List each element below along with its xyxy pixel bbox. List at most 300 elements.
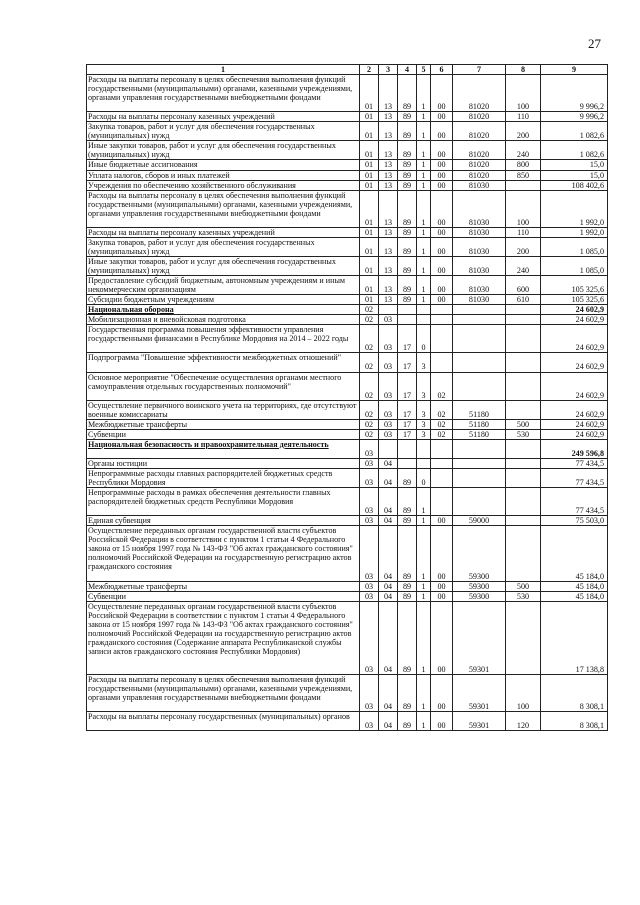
direction-code: 59301 bbox=[453, 601, 506, 674]
table-row bbox=[87, 75, 608, 112]
direction-code bbox=[453, 372, 506, 400]
table-row bbox=[87, 516, 608, 526]
expense-type-code bbox=[506, 400, 541, 419]
table-row bbox=[87, 325, 608, 353]
subsection-code: 04 bbox=[379, 581, 398, 591]
expense-type-code: 500 bbox=[506, 419, 541, 429]
amount-value: 9 996,2 bbox=[541, 112, 608, 122]
event-code: 00 bbox=[431, 75, 453, 112]
expense-type-code bbox=[506, 372, 541, 400]
table-row bbox=[87, 256, 608, 275]
event-code bbox=[431, 305, 453, 315]
expense-type-code bbox=[506, 180, 541, 190]
subsection-code: 13 bbox=[379, 295, 398, 305]
direction-code: 81020 bbox=[453, 112, 506, 122]
event-code: 00 bbox=[431, 160, 453, 170]
row-name: Национальная оборона bbox=[87, 305, 360, 315]
direction-code bbox=[453, 439, 506, 458]
program-code: 89 bbox=[398, 237, 417, 256]
subprogram-code: 1 bbox=[417, 295, 431, 305]
program-code: 17 bbox=[398, 429, 417, 439]
program-code bbox=[398, 305, 417, 315]
amount-value: 108 402,6 bbox=[541, 180, 608, 190]
amount-value: 45 184,0 bbox=[541, 581, 608, 591]
table-row bbox=[87, 601, 608, 674]
direction-code: 81030 bbox=[453, 237, 506, 256]
row-name: Межбюджетные трансферты bbox=[87, 419, 360, 429]
table-row bbox=[87, 400, 608, 419]
table-row bbox=[87, 160, 608, 170]
section-code: 03 bbox=[360, 591, 379, 601]
expense-type-code bbox=[506, 468, 541, 487]
subprogram-code: 1 bbox=[417, 170, 431, 180]
row-name: Субсидии бюджетным учреждениям bbox=[87, 295, 360, 305]
expense-type-code: 600 bbox=[506, 276, 541, 295]
subsection-code: 03 bbox=[379, 400, 398, 419]
table-row bbox=[87, 295, 608, 305]
row-name: Расходы на выплаты персоналу в целях обеспечения выполнения функций государственными (муниципальными) органами, казенными учреждениями, органами управления государственными внебюджетными фондами bbox=[87, 675, 360, 712]
expense-type-code: 110 bbox=[506, 112, 541, 122]
amount-value: 17 138,8 bbox=[541, 601, 608, 674]
row-name: Иные бюджетные ассигнования bbox=[87, 160, 360, 170]
event-code: 00 bbox=[431, 712, 453, 731]
program-code: 17 bbox=[398, 400, 417, 419]
expense-type-code: 610 bbox=[506, 295, 541, 305]
section-code: 01 bbox=[360, 75, 379, 112]
row-name: Расходы на выплаты персоналу в целях обеспечения выполнения функций государственными (муниципальными) органами, казенными учреждениями, органами управления государственными внебюджетными фондами bbox=[87, 190, 360, 227]
section-code: 01 bbox=[360, 180, 379, 190]
subprogram-code: 3 bbox=[417, 372, 431, 400]
amount-value: 1 085,0 bbox=[541, 256, 608, 275]
program-code: 89 bbox=[398, 227, 417, 237]
expense-type-code: 500 bbox=[506, 581, 541, 591]
direction-code: 81030 bbox=[453, 276, 506, 295]
expense-type-code: 110 bbox=[506, 227, 541, 237]
table-row bbox=[87, 419, 608, 429]
amount-value: 1 082,6 bbox=[541, 122, 608, 141]
expense-type-code: 800 bbox=[506, 160, 541, 170]
table-row bbox=[87, 429, 608, 439]
section-code: 01 bbox=[360, 227, 379, 237]
program-code: 89 bbox=[398, 160, 417, 170]
expense-type-code bbox=[506, 315, 541, 325]
amount-value: 24 602,9 bbox=[541, 315, 608, 325]
subsection-code: 13 bbox=[379, 170, 398, 180]
table-row bbox=[87, 353, 608, 372]
section-code: 02 bbox=[360, 400, 379, 419]
column-header: 1 bbox=[87, 65, 360, 75]
section-code: 03 bbox=[360, 468, 379, 487]
column-header: 4 bbox=[398, 65, 417, 75]
program-code: 89 bbox=[398, 141, 417, 160]
row-name: Предоставление субсидий бюджетным, автономным учреждениям и иным некоммерческим организациям bbox=[87, 276, 360, 295]
table-row bbox=[87, 227, 608, 237]
event-code bbox=[431, 488, 453, 516]
event-code bbox=[431, 439, 453, 458]
amount-value: 24 602,9 bbox=[541, 419, 608, 429]
expense-type-code bbox=[506, 526, 541, 581]
subsection-code bbox=[379, 305, 398, 315]
direction-code: 59300 bbox=[453, 591, 506, 601]
subsection-code: 13 bbox=[379, 75, 398, 112]
subsection-code: 04 bbox=[379, 591, 398, 601]
subprogram-code: 1 bbox=[417, 581, 431, 591]
expense-type-code: 100 bbox=[506, 75, 541, 112]
table-row bbox=[87, 372, 608, 400]
section-code: 01 bbox=[360, 190, 379, 227]
section-code: 01 bbox=[360, 112, 379, 122]
program-code: 89 bbox=[398, 581, 417, 591]
row-name: Иные закупки товаров, работ и услуг для обеспечения государственных (муниципальных) нужд bbox=[87, 256, 360, 275]
expense-type-code: 200 bbox=[506, 237, 541, 256]
table-row bbox=[87, 468, 608, 487]
section-code: 01 bbox=[360, 295, 379, 305]
table-row bbox=[87, 180, 608, 190]
amount-value: 8 308,1 bbox=[541, 675, 608, 712]
amount-value: 45 184,0 bbox=[541, 591, 608, 601]
row-name: Закупка товаров, работ и услуг для обеспечения государственных (муниципальных) нужд bbox=[87, 237, 360, 256]
program-code: 89 bbox=[398, 675, 417, 712]
table-row bbox=[87, 712, 608, 731]
subsection-code: 04 bbox=[379, 488, 398, 516]
program-code: 89 bbox=[398, 488, 417, 516]
subprogram-code: 3 bbox=[417, 353, 431, 372]
subsection-code: 04 bbox=[379, 458, 398, 468]
amount-value: 1 992,0 bbox=[541, 190, 608, 227]
event-code: 02 bbox=[431, 400, 453, 419]
direction-code: 81020 bbox=[453, 160, 506, 170]
amount-value: 24 602,9 bbox=[541, 325, 608, 353]
table-row bbox=[87, 526, 608, 581]
expense-type-code bbox=[506, 601, 541, 674]
direction-code: 51180 bbox=[453, 419, 506, 429]
subsection-code: 03 bbox=[379, 353, 398, 372]
section-code: 03 bbox=[360, 675, 379, 712]
table-row bbox=[87, 237, 608, 256]
expense-type-code: 120 bbox=[506, 712, 541, 731]
subsection-code: 13 bbox=[379, 180, 398, 190]
amount-value: 77 434,5 bbox=[541, 458, 608, 468]
program-code: 89 bbox=[398, 295, 417, 305]
program-code bbox=[398, 439, 417, 458]
program-code: 17 bbox=[398, 353, 417, 372]
section-code: 03 bbox=[360, 439, 379, 458]
program-code: 89 bbox=[398, 256, 417, 275]
program-code bbox=[398, 315, 417, 325]
direction-code: 59000 bbox=[453, 516, 506, 526]
row-name: Единая субвенция bbox=[87, 516, 360, 526]
row-name: Органы юстиции bbox=[87, 458, 360, 468]
amount-value: 24 602,9 bbox=[541, 429, 608, 439]
section-code: 03 bbox=[360, 458, 379, 468]
row-name: Осуществление переданных органам государственной власти субъектов Российской Федерации в соответствии с пунктом 1 статьи 4 Федерального закона от 15 ноября 1997 года № 143-ФЗ "Об актах гражданского состояния" полномочий Российской Федерации на государственную регистрацию актов гражданского состояния bbox=[87, 526, 360, 581]
section-code: 01 bbox=[360, 141, 379, 160]
amount-value: 45 184,0 bbox=[541, 526, 608, 581]
section-code: 01 bbox=[360, 160, 379, 170]
page-number: 27 bbox=[588, 36, 601, 51]
expense-type-code: 240 bbox=[506, 141, 541, 160]
subsection-code: 13 bbox=[379, 122, 398, 141]
expense-type-code: 100 bbox=[506, 675, 541, 712]
section-code: 01 bbox=[360, 122, 379, 141]
expense-type-code bbox=[506, 325, 541, 353]
direction-code bbox=[453, 305, 506, 315]
amount-value: 24 602,9 bbox=[541, 372, 608, 400]
column-header: 3 bbox=[379, 65, 398, 75]
expense-type-code bbox=[506, 305, 541, 315]
subsection-code: 04 bbox=[379, 675, 398, 712]
event-code: 00 bbox=[431, 591, 453, 601]
subsection-code: 03 bbox=[379, 429, 398, 439]
row-name: Субвенции bbox=[87, 591, 360, 601]
subsection-code: 04 bbox=[379, 601, 398, 674]
direction-code bbox=[453, 458, 506, 468]
subprogram-code: 1 bbox=[417, 276, 431, 295]
program-code: 89 bbox=[398, 180, 417, 190]
direction-code bbox=[453, 325, 506, 353]
table-row bbox=[87, 112, 608, 122]
table-row bbox=[87, 458, 608, 468]
event-code: 00 bbox=[431, 237, 453, 256]
subprogram-code: 1 bbox=[417, 526, 431, 581]
amount-value: 15,0 bbox=[541, 170, 608, 180]
program-code: 89 bbox=[398, 591, 417, 601]
subprogram-code bbox=[417, 305, 431, 315]
event-code: 00 bbox=[431, 122, 453, 141]
subsection-code: 03 bbox=[379, 325, 398, 353]
expense-type-code bbox=[506, 516, 541, 526]
event-code: 00 bbox=[431, 601, 453, 674]
table-row bbox=[87, 305, 608, 315]
amount-value: 24 602,9 bbox=[541, 400, 608, 419]
row-name: Осуществление переданных органам государственной власти субъектов Российской Федерации в соответствии с пунктом 1 статьи 4 Федерального закона от 15 ноября 1997 года № 143-ФЗ "Об актах гражданского состояния" полномочий Российской Федерации на государственную регистрацию актов гражданского состояния (Содержание аппарата Республиканской службы записи актов гражданского состояния Республики Мордовия) bbox=[87, 601, 360, 674]
direction-code bbox=[453, 315, 506, 325]
subsection-code: 04 bbox=[379, 516, 398, 526]
event-code bbox=[431, 353, 453, 372]
program-code: 89 bbox=[398, 122, 417, 141]
row-name: Закупка товаров, работ и услуг для обеспечения государственных (муниципальных) нужд bbox=[87, 122, 360, 141]
subprogram-code: 1 bbox=[417, 141, 431, 160]
event-code: 00 bbox=[431, 170, 453, 180]
direction-code: 51180 bbox=[453, 400, 506, 419]
section-code: 02 bbox=[360, 429, 379, 439]
event-code: 02 bbox=[431, 372, 453, 400]
amount-value: 249 596,8 bbox=[541, 439, 608, 458]
table-row bbox=[87, 276, 608, 295]
direction-code bbox=[453, 468, 506, 487]
subprogram-code bbox=[417, 315, 431, 325]
subprogram-code: 1 bbox=[417, 227, 431, 237]
subprogram-code: 1 bbox=[417, 122, 431, 141]
amount-value: 24 602,9 bbox=[541, 353, 608, 372]
table-row bbox=[87, 315, 608, 325]
subprogram-code bbox=[417, 458, 431, 468]
event-code: 00 bbox=[431, 256, 453, 275]
expense-type-code: 200 bbox=[506, 122, 541, 141]
program-code: 89 bbox=[398, 75, 417, 112]
expense-type-code bbox=[506, 439, 541, 458]
program-code: 89 bbox=[398, 170, 417, 180]
direction-code: 59300 bbox=[453, 526, 506, 581]
section-code: 03 bbox=[360, 712, 379, 731]
subsection-code: 13 bbox=[379, 227, 398, 237]
program-code: 17 bbox=[398, 419, 417, 429]
direction-code: 81030 bbox=[453, 295, 506, 305]
direction-code: 81020 bbox=[453, 141, 506, 160]
amount-value: 1 082,6 bbox=[541, 141, 608, 160]
subsection-code: 13 bbox=[379, 276, 398, 295]
subprogram-code: 1 bbox=[417, 712, 431, 731]
event-code: 00 bbox=[431, 141, 453, 160]
expense-type-code: 530 bbox=[506, 429, 541, 439]
table-row bbox=[87, 170, 608, 180]
row-name: Основное мероприятие "Обеспечение осуществления органами местного самоуправления отдельных государственных полномочий" bbox=[87, 372, 360, 400]
expense-type-code: 240 bbox=[506, 256, 541, 275]
subsection-code: 13 bbox=[379, 112, 398, 122]
budget-table bbox=[86, 64, 608, 731]
event-code: 00 bbox=[431, 526, 453, 581]
expense-type-code bbox=[506, 353, 541, 372]
program-code: 89 bbox=[398, 112, 417, 122]
subprogram-code: 1 bbox=[417, 675, 431, 712]
subsection-code: 03 bbox=[379, 315, 398, 325]
amount-value: 24 602,9 bbox=[541, 305, 608, 315]
program-code: 89 bbox=[398, 601, 417, 674]
direction-code: 59300 bbox=[453, 581, 506, 591]
expense-type-code: 530 bbox=[506, 591, 541, 601]
subsection-code: 04 bbox=[379, 468, 398, 487]
row-name: Иные закупки товаров, работ и услуг для обеспечения государственных (муниципальных) нужд bbox=[87, 141, 360, 160]
program-code: 89 bbox=[398, 190, 417, 227]
direction-code: 81030 bbox=[453, 190, 506, 227]
program-code: 89 bbox=[398, 516, 417, 526]
amount-value: 9 996,2 bbox=[541, 75, 608, 112]
subprogram-code: 1 bbox=[417, 190, 431, 227]
expense-type-code: 100 bbox=[506, 190, 541, 227]
section-code: 01 bbox=[360, 276, 379, 295]
event-code bbox=[431, 315, 453, 325]
program-code bbox=[398, 458, 417, 468]
subprogram-code: 0 bbox=[417, 325, 431, 353]
section-code: 02 bbox=[360, 325, 379, 353]
expense-type-code: 850 bbox=[506, 170, 541, 180]
column-header: 6 bbox=[431, 65, 453, 75]
row-name: Уплата налогов, сборов и иных платежей bbox=[87, 170, 360, 180]
program-code: 89 bbox=[398, 468, 417, 487]
event-code: 02 bbox=[431, 429, 453, 439]
row-name: Осуществление первичного воинского учета на территориях, где отсутствуют военные комиссариаты bbox=[87, 400, 360, 419]
table-row bbox=[87, 675, 608, 712]
table-row bbox=[87, 439, 608, 458]
row-name: Расходы на выплаты персоналу в целях обеспечения выполнения функций государственными (муниципальными) органами, казенными учреждениями, органами управления государственными внебюджетными фондами bbox=[87, 75, 360, 112]
subprogram-code: 1 bbox=[417, 160, 431, 170]
direction-code: 81020 bbox=[453, 170, 506, 180]
amount-value: 1 992,0 bbox=[541, 227, 608, 237]
direction-code: 81030 bbox=[453, 180, 506, 190]
program-code: 89 bbox=[398, 712, 417, 731]
program-code: 17 bbox=[398, 325, 417, 353]
expense-type-code bbox=[506, 458, 541, 468]
row-name: Учреждения по обеспечению хозяйственного обслуживания bbox=[87, 180, 360, 190]
program-code: 89 bbox=[398, 526, 417, 581]
subprogram-code: 1 bbox=[417, 601, 431, 674]
row-name: Непрограммные расходы в рамках обеспечения деятельности главных распорядителей бюджетных средств Республики Мордовия bbox=[87, 488, 360, 516]
column-header: 5 bbox=[417, 65, 431, 75]
table-header-row bbox=[87, 65, 608, 75]
event-code: 00 bbox=[431, 190, 453, 227]
section-code: 03 bbox=[360, 526, 379, 581]
row-name: Государственная программа повышения эффективности управления государственными финансами в Республике Мордовия на 2014 – 2022 годы bbox=[87, 325, 360, 353]
section-code: 02 bbox=[360, 353, 379, 372]
row-name: Расходы на выплаты персоналу казенных учреждений bbox=[87, 227, 360, 237]
direction-code: 81020 bbox=[453, 75, 506, 112]
subprogram-code: 1 bbox=[417, 256, 431, 275]
event-code: 00 bbox=[431, 516, 453, 526]
subprogram-code: 3 bbox=[417, 400, 431, 419]
amount-value: 1 085,0 bbox=[541, 237, 608, 256]
column-header: 8 bbox=[506, 65, 541, 75]
amount-value: 75 503,0 bbox=[541, 516, 608, 526]
direction-code: 51180 bbox=[453, 429, 506, 439]
event-code: 00 bbox=[431, 276, 453, 295]
subsection-code: 13 bbox=[379, 141, 398, 160]
table-row bbox=[87, 141, 608, 160]
subsection-code: 13 bbox=[379, 190, 398, 227]
amount-value: 105 325,6 bbox=[541, 295, 608, 305]
amount-value: 105 325,6 bbox=[541, 276, 608, 295]
expense-type-code bbox=[506, 488, 541, 516]
row-name: Расходы на выплаты персоналу казенных учреждений bbox=[87, 112, 360, 122]
event-code: 00 bbox=[431, 227, 453, 237]
subsection-code: 13 bbox=[379, 237, 398, 256]
section-code: 02 bbox=[360, 372, 379, 400]
event-code: 00 bbox=[431, 295, 453, 305]
event-code bbox=[431, 325, 453, 353]
subsection-code: 04 bbox=[379, 712, 398, 731]
direction-code: 59301 bbox=[453, 712, 506, 731]
subprogram-code: 1 bbox=[417, 180, 431, 190]
subsection-code: 03 bbox=[379, 419, 398, 429]
section-code: 03 bbox=[360, 601, 379, 674]
table-row bbox=[87, 190, 608, 227]
section-code: 02 bbox=[360, 305, 379, 315]
event-code: 00 bbox=[431, 581, 453, 591]
section-code: 01 bbox=[360, 237, 379, 256]
row-name: Субвенции bbox=[87, 429, 360, 439]
amount-value: 77 434,5 bbox=[541, 488, 608, 516]
subsection-code: 13 bbox=[379, 256, 398, 275]
direction-code: 81030 bbox=[453, 256, 506, 275]
direction-code: 81020 bbox=[453, 122, 506, 141]
table-row bbox=[87, 122, 608, 141]
amount-value: 77 434,5 bbox=[541, 468, 608, 487]
subprogram-code: 1 bbox=[417, 75, 431, 112]
budget-table-body bbox=[87, 65, 608, 731]
column-header: 7 bbox=[453, 65, 506, 75]
row-name: Подпрограмма "Повышение эффективности межбюджетных отношений" bbox=[87, 353, 360, 372]
event-code bbox=[431, 468, 453, 487]
section-code: 03 bbox=[360, 488, 379, 516]
event-code bbox=[431, 458, 453, 468]
event-code: 00 bbox=[431, 675, 453, 712]
subprogram-code: 3 bbox=[417, 419, 431, 429]
section-code: 01 bbox=[360, 170, 379, 180]
subprogram-code: 1 bbox=[417, 237, 431, 256]
section-code: 01 bbox=[360, 256, 379, 275]
row-name: Расходы на выплаты персоналу государственных (муниципальных) органов bbox=[87, 712, 360, 731]
event-code: 02 bbox=[431, 419, 453, 429]
subprogram-code: 1 bbox=[417, 112, 431, 122]
